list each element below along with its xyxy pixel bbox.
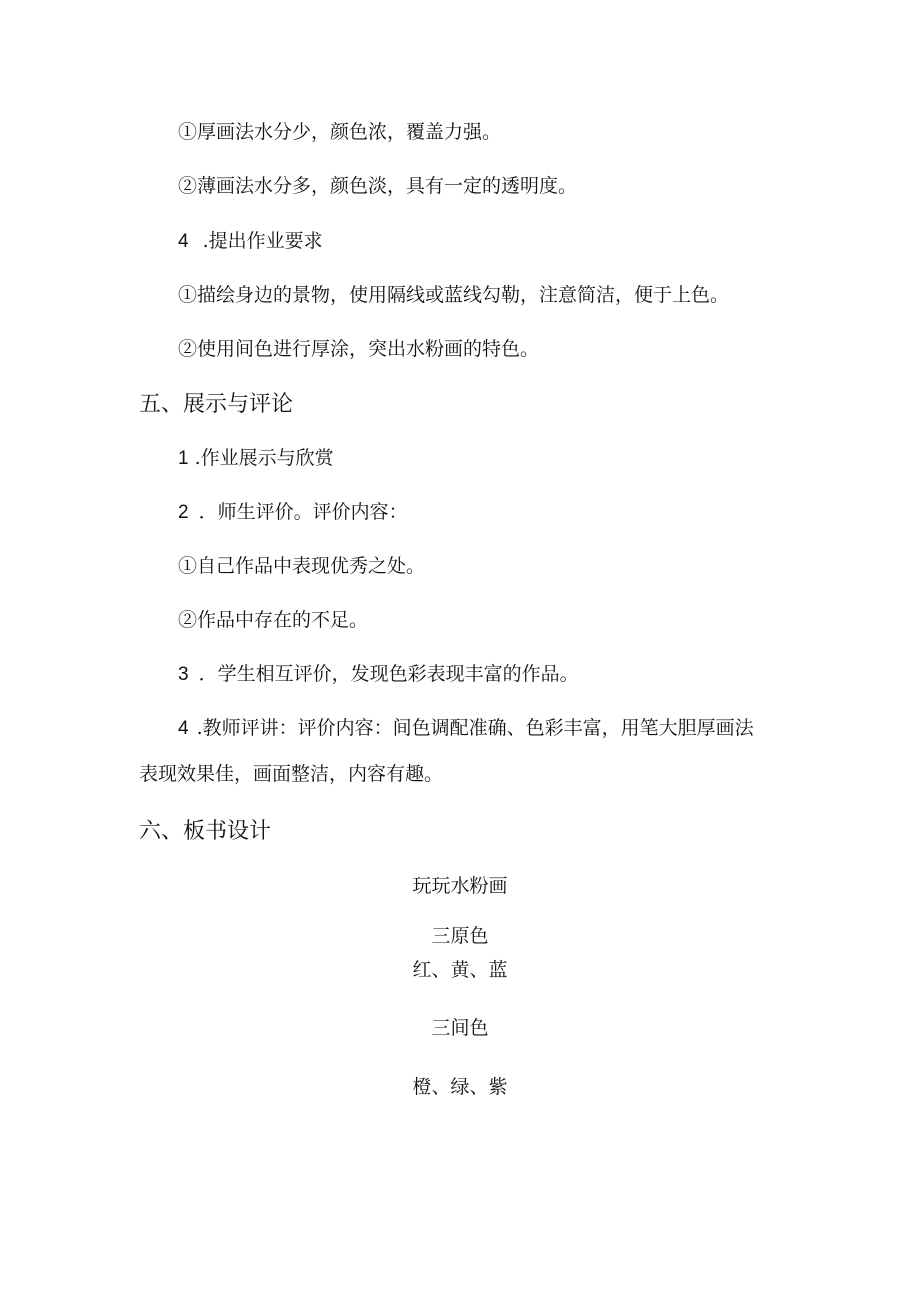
step3-peer-review <box>178 662 579 687</box>
board-title: 玩玩水粉画 <box>412 875 508 897</box>
secondary-colors-list: 橙、绿、紫 <box>412 1076 508 1098</box>
secondary-colors-label: 三间色 <box>431 1017 489 1039</box>
step-number: 1 <box>178 448 189 469</box>
step-number: 2 <box>178 502 189 523</box>
primary-colors-list: 红、黄、蓝 <box>412 959 508 981</box>
step4-assignment <box>178 229 323 254</box>
step-number: 3 <box>178 664 189 685</box>
thick-painting-item: ①厚画法水分少，颜色浓，覆盖力强。 <box>178 121 502 143</box>
step2-evaluation <box>178 500 408 525</box>
requirement-1: ①描绘身边的景物，使用隔线或蓝线勾勒，注意简洁，便于上色。 <box>178 284 730 306</box>
step-number: 4 <box>178 718 189 739</box>
primary-colors-label: 三原色 <box>431 925 489 947</box>
section6-heading: 六、板书设计 <box>139 819 272 844</box>
evaluation-item-1: ①自己作品中表现优秀之处。 <box>178 555 426 577</box>
thin-painting-item: ②薄画法水分多，颜色淡，具有一定的透明度。 <box>178 175 578 197</box>
step-text: ．师生评价。评价内容： <box>198 501 408 523</box>
evaluation-item-2: ②作品中存在的不足。 <box>178 609 369 631</box>
step-number: 4 <box>178 231 189 252</box>
section5-heading: 五、展示与评论 <box>139 392 294 417</box>
step-text: .提出作业要求 <box>202 230 323 252</box>
step4-teacher-review-cont: 表现效果佳，画面整洁，内容有趣。 <box>139 763 444 785</box>
step1-display <box>178 446 334 471</box>
step-text: ．学生相互评价，发现色彩表现丰富的作品。 <box>198 663 579 685</box>
requirement-2: ②使用间色进行厚涂，突出水粉画的特色。 <box>178 338 540 360</box>
step-text: .作业展示与欣赏 <box>194 447 334 469</box>
step4-teacher-review <box>178 716 754 741</box>
step-text: .教师评讲：评价内容：间色调配准确、色彩丰富，用笔大胆厚画法 <box>196 717 754 739</box>
